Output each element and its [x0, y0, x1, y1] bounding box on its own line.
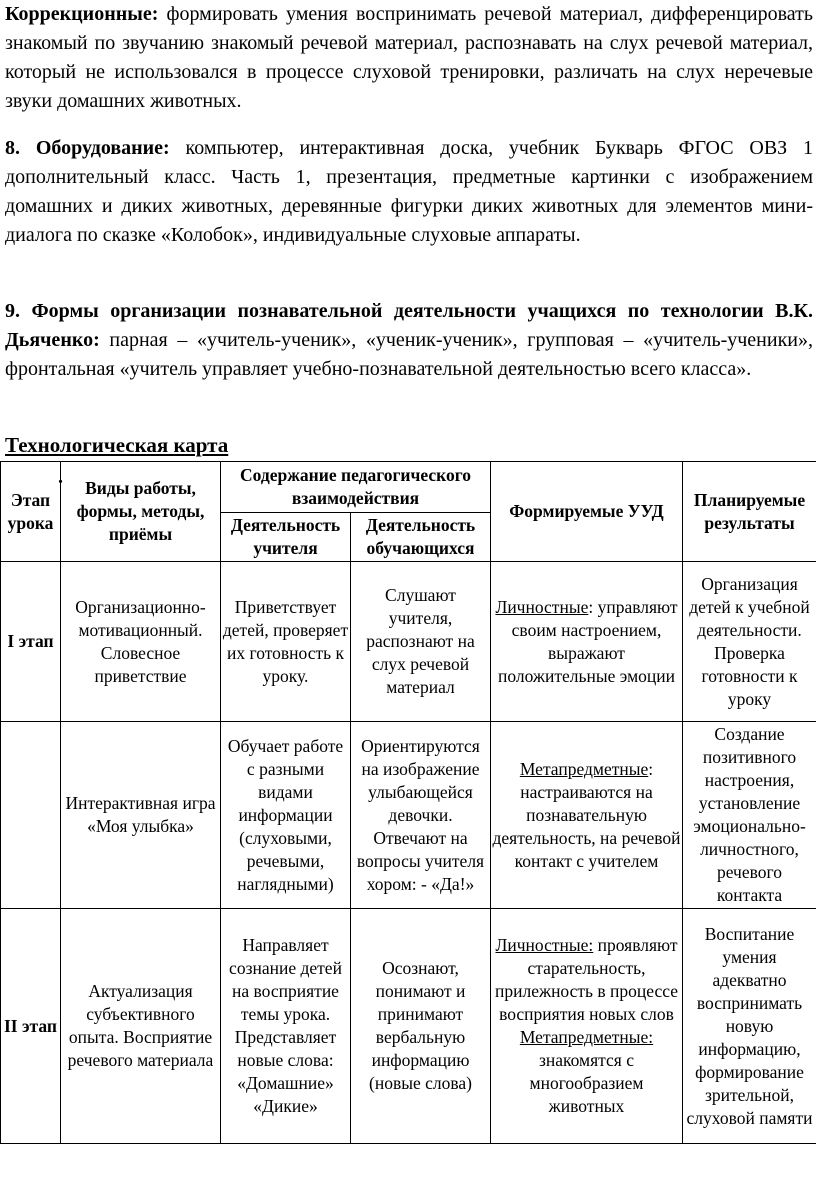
header-teacher: Деятельность учителя — [221, 513, 351, 562]
table-title: Технологическая карта — [5, 433, 229, 457]
header-results: Планируемые результаты — [683, 462, 816, 562]
table-row — [1, 562, 816, 722]
header-stage: Этап урока — [1, 462, 61, 562]
equipment-text: компьютер, интерактивная доска, учебник Букварь ФГОС ОВЗ 1 дополнительный класс. Часть 1, презентация, предметные картинки с изображением домашних и диких животных, деревянные фигурки диких животных для элементов мини-диалога по сказке «Колобок», индивидуальные слуховые аппараты. — [5, 137, 813, 246]
teacher-cell: Обучает работе с разными видами информации (слуховыми, речевыми, наглядными) — [221, 722, 351, 909]
methods-cell: Интерактивная игра «Моя улыбка» — [61, 722, 221, 909]
table-row — [1, 722, 816, 909]
equipment-label: 8. Оборудование: — [5, 137, 170, 159]
tech-map-table — [0, 461, 816, 1144]
correction-label: Коррекционные: — [5, 3, 159, 25]
forms-label: 9. Формы организации познавательной деятельности учащихся по технологии В.К. Дьяченко: — [5, 300, 813, 351]
methods-cell: Организационно-мотивационный. Словесное приветствие — [61, 562, 221, 722]
methods-cell: Актуализация субъективного опыта. Восприятие речевого материала — [61, 909, 221, 1144]
header-uud: Формируемые УУД — [491, 462, 683, 562]
teacher-cell: Приветствует детей, проверяет их готовность к уроку. — [221, 562, 351, 722]
results-cell: Воспитание умения адекватно воспринимать новую информацию, формирование зрительной, слуховой памяти — [683, 909, 816, 1144]
uud-text: проявляют старательность, прилежность в процессе восприятия новых слов — [495, 935, 678, 1024]
uud-label: Личностные — [495, 596, 589, 617]
uud-cell — [491, 722, 683, 909]
uud-text: : управляют своим настроением, выражают положительные эмоции — [497, 596, 678, 686]
header-students: Деятельность обучающихся — [351, 513, 491, 562]
students-cell: Слушают учителя, распознают на слух речевой материал — [351, 562, 491, 722]
forms-text: парная – «учитель-ученик», «ученик-ученик», групповая – «учитель-ученики», фронтальная «учитель управляет учебно-познавательной деятельностью всего класса». — [5, 329, 813, 380]
stage-cell: II этап — [1, 909, 61, 1144]
equipment-paragraph — [5, 134, 813, 250]
results-cell: Создание позитивного настроения, установление эмоционально-личностного, речевого контакта — [683, 722, 816, 909]
students-cell: Ориентируются на изображение улыбающейся девочки. Отвечают на вопросы учителя хором: - «Да!» — [351, 722, 491, 909]
students-cell: Осознают, понимают и принимают вербальную информацию (новые слова) — [351, 909, 491, 1144]
results-cell: Организация детей к учебной деятельности. Проверка готовности к уроку — [683, 562, 816, 722]
forms-paragraph — [5, 297, 813, 384]
uud-cell — [491, 562, 683, 722]
stray-dot: . — [58, 466, 63, 488]
header-row — [1, 462, 816, 513]
uud-label: Метапредметные: — [519, 1027, 654, 1047]
stage-cell: I этап — [1, 562, 61, 722]
uud-label: Личностные: — [495, 935, 594, 955]
uud-text: : настраиваются на познавательную деятельность, на речевой контакт с учителем — [492, 758, 681, 871]
uud-label: Метапредметные — [519, 758, 649, 779]
correction-text: формировать умения воспринимать речевой материал, дифференцировать знакомый по звучанию знакомый речевой материал, распознавать на слух речевой материал, который не использовался в процессе слуховой тренировки, различать на слух неречевые звуки домашних животных. — [5, 3, 813, 112]
stage-cell — [1, 722, 61, 909]
header-methods: Виды работы, формы, методы, приёмы — [61, 462, 221, 562]
table-row — [1, 909, 816, 1144]
teacher-cell: Направляет сознание детей на восприятие темы урока. Представляет новые слова: «Домашние» «Дикие» — [221, 909, 351, 1144]
uud-text: знакомятся с многообразием животных — [529, 1050, 644, 1116]
header-content: Содержание педагогического взаимодействия — [221, 462, 491, 513]
correction-paragraph — [5, 0, 813, 116]
uud-cell — [491, 909, 683, 1144]
